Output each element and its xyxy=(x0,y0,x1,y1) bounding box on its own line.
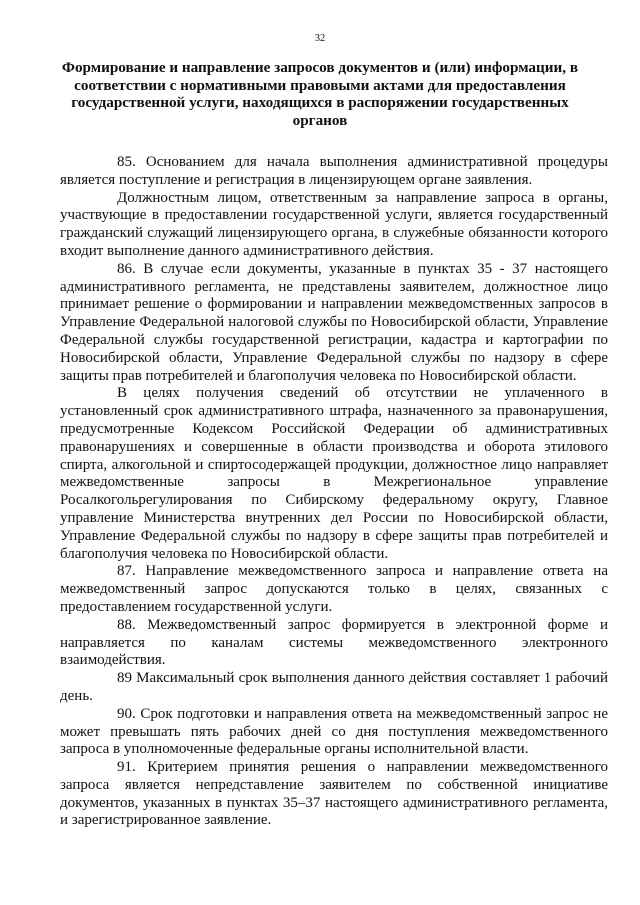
paragraph-responsible-official: Должностным лицом, ответственным за направление запроса в органы, участвующие в предоставлении государственной услуги, является государственный гражданский служащий лицензирующего органа, в служебные обязанности которого входит выполнение данного административного действия. xyxy=(60,189,608,259)
paragraph-90: 90. Срок подготовки и направления ответа на межведомственный запрос не может превышать пять рабочих дней со дня поступления межведомственного запроса в уполномоченные федеральные органы исполнительной власти. xyxy=(60,705,608,758)
document-body xyxy=(60,154,608,830)
paragraph-87: 87. Направление межведомственного запроса и направление ответа на межведомственный запрос допускаются только в целях, связанных с предоставлением государственной услуги. xyxy=(60,563,608,615)
section-heading: Формирование и направление запросов документов и (или) информации, в соответствии с нормативными правовыми актами для предоставления государственной услуги, находящихся в распоряжении государственных органов xyxy=(61,59,579,129)
page-number: 32 xyxy=(314,33,326,44)
paragraph-91: 91. Критерием принятия решения о направлении межведомственного запроса является непредставление заявителем по собственной инициативе документов, указанных в пунктах 35–37 настоящего административного регламента, и зарегистрированное заявление. xyxy=(60,759,608,829)
paragraph-85: 85. Основанием для начала выполнения административной процедуры является поступление и регистрация в лицензирующем органе заявления. xyxy=(60,154,608,188)
paragraph-fine-inquiry: В целях получения сведений об отсутствии не уплаченного в установленный срок административного штрафа, назначенного за правонарушения, предусмотренные Кодексом Российской Федерации об административных правонарушениях и совершенные в области производства и оборота этилового спирта, алкогольной и спиртосодержащей продукции, должностное лицо направляет межведомственные запросы в Межрегиональное управление Росалкогольрегулирования по Сибирскому федеральному округу, Главное управление Министерства внутренних дел России по Новосибирской области, Управление Федеральной службы по надзору в сфере защиты прав потребителей и благополучия человека по Новосибирской области. xyxy=(60,385,608,562)
paragraph-89: 89 Максимальный срок выполнения данного действия составляет 1 рабочий день. xyxy=(60,670,608,704)
paragraph-86: 86. В случае если документы, указанные в пунктах 35 - 37 настоящего административного регламента, не представлены заявителем, должностное лицо принимает решение о формировании и направлении межведомственных запросов в Управление Федеральной налоговой службы по Новосибирской области, Управление Федеральной службы государственной регистрации, кадастра и картографии по Новосибирской области, Управление Федеральной службы по надзору в сфере защиты прав потребителей и благополучия человека по Новосибирской области. xyxy=(60,260,608,384)
paragraph-88: 88. Межведомственный запрос формируется в электронной форме и направляется по каналам системы межведомственного электронного взаимодействия. xyxy=(60,616,608,669)
